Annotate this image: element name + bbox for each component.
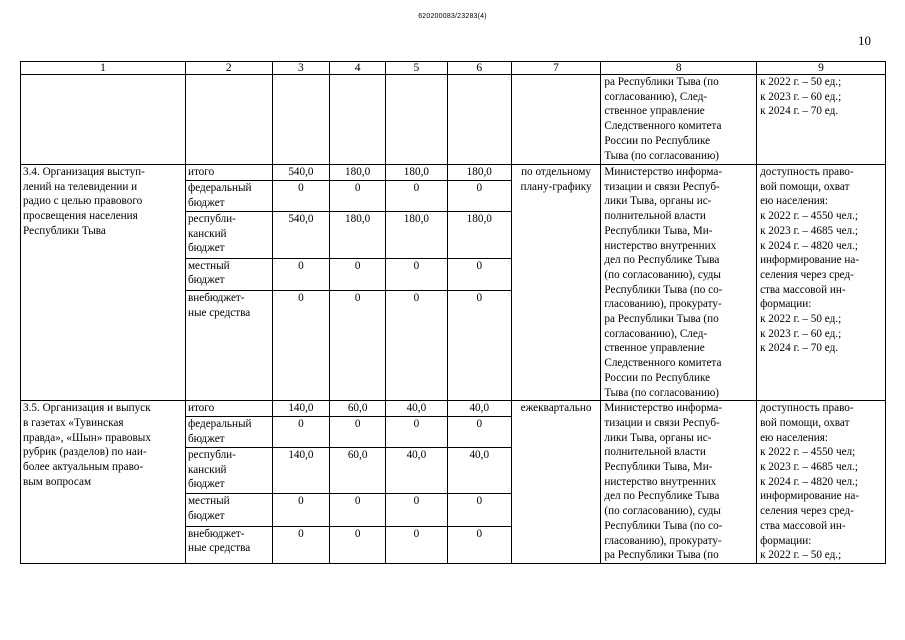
- results-cell: [757, 75, 886, 165]
- page-number: 10: [858, 33, 871, 48]
- text-line: бюджет: [187, 510, 225, 523]
- text-line: федеральный: [187, 418, 252, 431]
- text-line: правда», «Шын» правовых: [23, 431, 151, 444]
- amount-cell: 0: [385, 290, 447, 400]
- text-line: лений на телевидении и: [23, 180, 138, 193]
- amount-cell: 540,0: [272, 211, 330, 258]
- header-cell: 3: [272, 62, 330, 75]
- text-line: к 2023 г. – 60 ед.;: [760, 327, 842, 340]
- text-line: внебюджет-: [187, 291, 245, 304]
- amount-cell: 60,0: [330, 448, 386, 494]
- amount-cell: 0: [447, 526, 511, 563]
- text-line: Республики Тыва (по со-: [604, 519, 723, 532]
- funding-source-cell: [185, 211, 272, 258]
- text-line: ею населения:: [760, 195, 828, 208]
- text-line: ра Республики Тыва (по: [604, 76, 719, 88]
- text-line: Республики Тыва: [23, 224, 106, 237]
- amount-cell: 0: [385, 494, 447, 526]
- term-cell: [511, 401, 601, 564]
- text-line: формации:: [760, 534, 812, 547]
- funding-row: [21, 401, 886, 417]
- header-cell: 9: [757, 62, 886, 75]
- text-line: к 2022 г. – 4550 чел;: [760, 446, 856, 459]
- amount-cell: 0: [447, 494, 511, 526]
- text-line: ства массовой ин-: [760, 519, 846, 532]
- amount-cell: 0: [272, 494, 330, 526]
- text-line: республи-: [187, 449, 236, 462]
- text-line: нистерство внутренних: [604, 239, 717, 252]
- amount-cell: 540,0: [272, 165, 330, 181]
- amount-cell: 180,0: [385, 211, 447, 258]
- measure-title-cell: [21, 401, 186, 564]
- text-line: ные средства: [187, 542, 251, 555]
- amount-cell: 0: [385, 181, 447, 212]
- text-line: к 2024 г. – 70 ед.: [760, 105, 839, 118]
- executors-cell: [601, 75, 757, 165]
- header-cell: 8: [601, 62, 757, 75]
- amount-cell: 40,0: [385, 448, 447, 494]
- text-line: Тыва (по согласованию): [604, 149, 720, 162]
- funding-source-cell: [185, 526, 272, 563]
- text-line: бюджет: [187, 478, 225, 491]
- continuation-row: [21, 75, 886, 165]
- text-line: 3.5. Организация и выпуск: [23, 402, 151, 415]
- text-line: России по Республике: [604, 371, 711, 384]
- text-line: согласованию), След-: [604, 90, 708, 103]
- text-line: гласованию), прокурату-: [604, 534, 722, 547]
- amount-cell: 0: [330, 258, 386, 290]
- text-line: канский: [187, 227, 227, 240]
- funding-source-cell: [185, 494, 272, 526]
- text-line: информирование на-: [760, 254, 860, 267]
- amount-cell: 40,0: [447, 448, 511, 494]
- funding-source-cell: [185, 258, 272, 290]
- text-line: к 2023 г. – 4685 чел.;: [760, 461, 859, 474]
- text-line: к 2023 г. – 60 ед.;: [760, 90, 842, 103]
- results-cell: [757, 165, 886, 401]
- text-line: (по согласованию), суды: [604, 505, 721, 518]
- text-line: Министерство информа-: [604, 166, 723, 178]
- text-line: бюджет: [187, 242, 225, 255]
- header-row: [21, 62, 886, 75]
- text-line: бюджет: [187, 196, 225, 209]
- text-line: итого: [187, 402, 215, 415]
- text-line: лики Тыва, органы ис-: [604, 195, 712, 208]
- amount-cell: 0: [272, 417, 330, 448]
- amount-cell: 40,0: [447, 401, 511, 417]
- text-line: просвещения населения: [23, 210, 138, 223]
- text-line: по отдельному: [521, 166, 592, 178]
- amount-cell: 180,0: [447, 165, 511, 181]
- text-line: плану-графику: [520, 180, 592, 193]
- text-line: дел по Республике Тыва: [604, 254, 720, 267]
- text-line: селения через сред-: [760, 505, 854, 518]
- text-line: 3.4. Организация выступ-: [23, 166, 145, 178]
- text-line: Республики Тыва (по со-: [604, 283, 723, 296]
- amount-cell: 0: [272, 181, 330, 212]
- amount-cell: 0: [385, 258, 447, 290]
- amount-cell: 0: [447, 417, 511, 448]
- text-line: рубрик (разделов) по наи-: [23, 446, 147, 459]
- text-line: полнительной власти: [604, 210, 706, 223]
- amount-cell: 0: [272, 258, 330, 290]
- text-line: Тыва (по согласованию): [604, 386, 720, 399]
- header-cell: 2: [185, 62, 272, 75]
- text-line: ные средства: [187, 306, 251, 319]
- results-cell: [757, 401, 886, 564]
- text-line: итого: [187, 166, 215, 178]
- funding-row: [21, 165, 886, 181]
- section-3-5: [21, 401, 886, 564]
- amount-cell: 180,0: [447, 211, 511, 258]
- text-line: Следственного комитета: [604, 357, 722, 370]
- header-cell: 4: [330, 62, 386, 75]
- program-table: [20, 61, 886, 564]
- text-line: республи-: [187, 212, 236, 225]
- text-line: России по Республике: [604, 134, 711, 147]
- text-line: доступность право-: [760, 402, 854, 415]
- text-line: информирование на-: [760, 490, 860, 503]
- text-line: лики Тыва, органы ис-: [604, 431, 712, 444]
- text-line: ежеквартально: [520, 402, 592, 415]
- text-line: бюджет: [187, 433, 225, 446]
- text-line: к 2022 г. – 4550 чел.;: [760, 210, 859, 223]
- text-line: ственное управление: [604, 342, 705, 355]
- amount-cell: 0: [272, 526, 330, 563]
- text-line: внебюджет-: [187, 527, 245, 540]
- text-line: ственное управление: [604, 105, 705, 118]
- funding-source-cell: [185, 181, 272, 212]
- text-line: местный: [187, 259, 230, 272]
- amount-cell: 180,0: [385, 165, 447, 181]
- text-line: полнительной власти: [604, 446, 706, 459]
- header-cell: 5: [385, 62, 447, 75]
- text-line: вой помощи, охват: [760, 180, 850, 193]
- text-line: вым вопросам: [23, 475, 92, 488]
- text-line: Следственного комитета: [604, 120, 722, 133]
- amount-cell: 0: [447, 181, 511, 212]
- amount-cell: 0: [447, 258, 511, 290]
- measure-title-cell: [21, 165, 186, 401]
- text-line: к 2022 г. – 50 ед.;: [760, 76, 842, 88]
- header-cell: 1: [21, 62, 186, 75]
- text-line: к 2024 г. – 4820 чел.;: [760, 239, 859, 252]
- header-cell: 7: [511, 62, 601, 75]
- text-line: местный: [187, 495, 230, 508]
- amount-cell: 0: [330, 417, 386, 448]
- text-line: ра Республики Тыва (по: [604, 549, 719, 562]
- text-line: ра Республики Тыва (по: [604, 313, 719, 326]
- text-line: формации:: [760, 298, 812, 311]
- text-line: вой помощи, охват: [760, 416, 850, 429]
- amount-cell: 0: [330, 181, 386, 212]
- text-line: (по согласованию), суды: [604, 268, 721, 281]
- amount-cell: 0: [330, 526, 386, 563]
- text-line: согласованию), След-: [604, 327, 708, 340]
- text-line: доступность право-: [760, 166, 854, 178]
- text-line: бюджет: [187, 274, 225, 287]
- executors-cell: [601, 165, 757, 401]
- amount-cell: 0: [272, 290, 330, 400]
- section-3-4: [21, 165, 886, 401]
- amount-cell: 0: [447, 290, 511, 400]
- document-id: 620200083/23283(4): [418, 13, 487, 20]
- funding-source-cell: [185, 401, 272, 417]
- term-cell: [511, 165, 601, 401]
- executors-cell: [601, 401, 757, 564]
- text-line: к 2024 г. – 4820 чел.;: [760, 475, 859, 488]
- text-line: канский: [187, 463, 227, 476]
- amount-cell: 0: [385, 526, 447, 563]
- text-line: Республики Тыва, Ми-: [604, 224, 713, 237]
- funding-source-cell: [185, 417, 272, 448]
- text-line: к 2022 г. – 50 ед.;: [760, 549, 842, 562]
- text-line: дел по Республике Тыва: [604, 490, 720, 503]
- text-line: ею населения:: [760, 431, 828, 444]
- funding-source-cell: [185, 165, 272, 181]
- amount-cell: 0: [330, 290, 386, 400]
- amount-cell: 0: [385, 417, 447, 448]
- text-line: радио с целью правового: [23, 195, 143, 208]
- text-line: к 2023 г. – 4685 чел.;: [760, 224, 859, 237]
- text-line: тизации и связи Респуб-: [604, 416, 720, 429]
- text-line: нистерство внутренних: [604, 475, 717, 488]
- text-line: селения через сред-: [760, 268, 854, 281]
- text-line: тизации и связи Респуб-: [604, 180, 720, 193]
- amount-cell: 180,0: [330, 165, 386, 181]
- text-line: ства массовой ин-: [760, 283, 846, 296]
- funding-source-cell: [185, 290, 272, 400]
- text-line: более актуальным право-: [23, 461, 144, 474]
- text-line: в газетах «Тувинская: [23, 416, 124, 429]
- funding-source-cell: [185, 448, 272, 494]
- text-line: к 2024 г. – 70 ед.: [760, 342, 839, 355]
- text-line: федеральный: [187, 182, 252, 195]
- text-line: Республики Тыва, Ми-: [604, 461, 713, 474]
- text-line: к 2022 г. – 50 ед.;: [760, 313, 842, 326]
- amount-cell: 180,0: [330, 211, 386, 258]
- amount-cell: 40,0: [385, 401, 447, 417]
- header-cell: 6: [447, 62, 511, 75]
- text-line: гласованию), прокурату-: [604, 298, 722, 311]
- amount-cell: 140,0: [272, 401, 330, 417]
- amount-cell: 0: [330, 494, 386, 526]
- amount-cell: 140,0: [272, 448, 330, 494]
- amount-cell: 60,0: [330, 401, 386, 417]
- text-line: Министерство информа-: [604, 402, 723, 415]
